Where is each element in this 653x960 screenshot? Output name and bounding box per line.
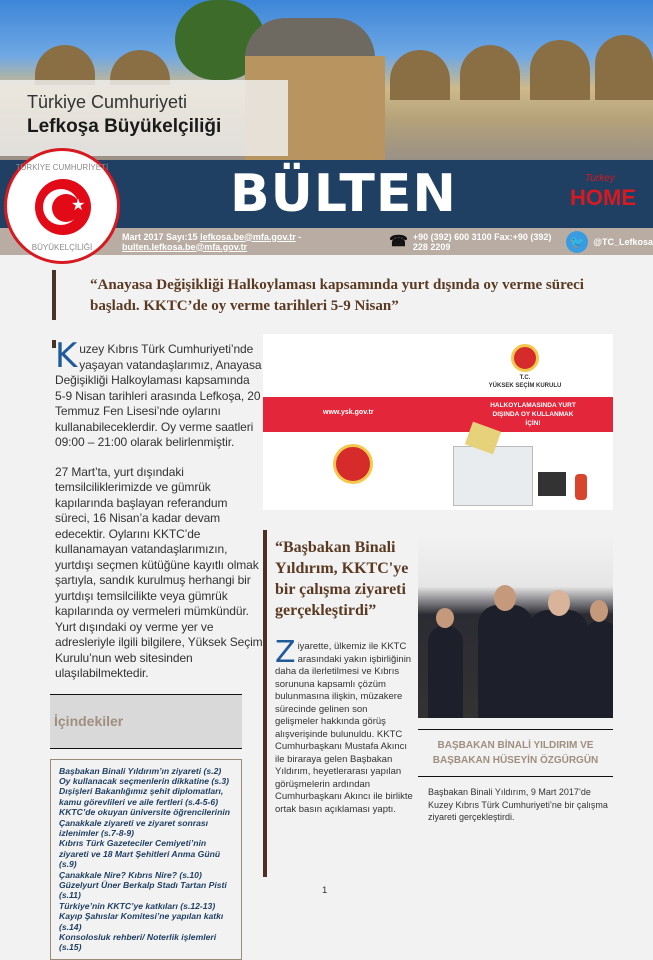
header-photo bbox=[0, 0, 653, 160]
star-icon: ★ bbox=[71, 197, 86, 214]
title-box bbox=[0, 80, 288, 156]
arch bbox=[35, 45, 95, 85]
toc-item[interactable]: Çanakkale Nire? Kıbrıs Nire? (s.10) bbox=[59, 869, 202, 880]
headline-quote: “Başbakan Binali Yıldırım, KKTC'ye bir çalışma ziyareti gerçekleştirdi” bbox=[275, 539, 409, 619]
stamp-pad bbox=[538, 472, 566, 496]
arch bbox=[390, 50, 450, 100]
toc-item[interactable]: Türkiye’nin KKTC’ye katkıları (s.12-13) bbox=[59, 900, 216, 911]
article-referendum bbox=[55, 336, 263, 682]
photo-caption-block bbox=[418, 729, 613, 824]
seal-bottom-text: BÜYÜKELÇİLİĞİ bbox=[31, 243, 93, 252]
contact-row bbox=[122, 228, 653, 255]
arch bbox=[595, 35, 653, 100]
turkey-home-logo-script: Turkey bbox=[585, 173, 615, 184]
drop-cap: K bbox=[55, 336, 78, 376]
middle-column bbox=[275, 537, 413, 816]
stamp bbox=[575, 474, 587, 500]
email-link[interactable]: lefkosa.be@mfa.gov.tr bbox=[200, 231, 296, 242]
issue-label: Mart 2017 Sayı:15 bbox=[122, 231, 198, 242]
toc-item[interactable]: Kayıp Şahıslar Komitesi’ne yapılan katkı (s.14) bbox=[59, 911, 224, 932]
article-visit bbox=[275, 635, 413, 816]
toc-item[interactable]: Başbakan Binali Yıldırım’ın ziyareti (s.2) bbox=[59, 765, 222, 776]
separator: - bbox=[298, 231, 302, 242]
photo-caption: Başbakan Binali Yıldırım, 9 Mart 2017’de Kuzey Kıbrıs Türk Cumhuriyeti’ne bir çalışma ziyareti gerçekleştirdi. bbox=[428, 787, 608, 822]
toc-item[interactable]: Konsolosluk rehberi/ Noterlik işlemleri (s.15) bbox=[59, 932, 217, 953]
title-line-2: Lefkoşa Büyükelçiliği bbox=[27, 116, 222, 137]
masthead-title: BÜLTEN bbox=[230, 164, 457, 224]
visit-photo bbox=[418, 530, 613, 718]
twitter-icon[interactable]: 🐦 bbox=[566, 231, 588, 253]
ysk-banner bbox=[263, 397, 613, 432]
table-of-contents bbox=[50, 759, 242, 960]
photo-caption-title: BAŞBAKAN BİNALİ YILDIRIM VE BAŞBAKAN HÜSEYİN ÖZGÜRGÜN bbox=[418, 729, 613, 777]
ysk-poster bbox=[263, 334, 613, 510]
arch bbox=[460, 45, 520, 100]
ballot-box bbox=[453, 446, 533, 506]
ysk-tc: T.C. bbox=[519, 375, 531, 381]
ysk-name: YÜKSEK SEÇİM KURULU bbox=[488, 383, 562, 389]
flag-emblem bbox=[35, 179, 91, 235]
headline-quote: “Anayasa Değişikliği Halkoylaması kapsamında yurt dışında oy verme süreci başladı. KKTC’de oy verme tarihleri 5-9 Nisan” bbox=[90, 277, 584, 314]
title-line-1: Türkiye Cumhuriyeti bbox=[27, 92, 188, 112]
drop-cap: Z bbox=[275, 635, 296, 670]
paragraph: uzey Kıbrıs Türk Cumhuriyeti’nde yaşayan vatandaşlarımız, Anayasa Değişikliği Halkoylaması kapsamında 5-9 Nisan tarihleri arasında Lefkoşa, 20 Temmuz Fen Lisesi’nde oylarını kullanabileceklerdir. Oy verme saatleri 09:00 – 21:00 olarak belirlenmiştir. bbox=[55, 342, 262, 449]
ysk-emblem bbox=[333, 444, 373, 484]
bulletin-email-link[interactable]: bulten.lefkosa.be@mfa.gov.tr bbox=[122, 241, 248, 252]
embassy-seal bbox=[4, 148, 120, 264]
toc-item[interactable]: Dışişleri Bakanlığımız şehit diplomatları, kamu görevlileri ve aile fertleri (s.4-5-6) bbox=[59, 786, 224, 807]
left-column bbox=[50, 336, 263, 960]
twitter-handle[interactable]: @TC_Lefkosa bbox=[593, 236, 653, 247]
toc-heading: İçindekiler bbox=[50, 694, 242, 749]
ysk-banner-text: HALKOYLAMASINDA YURT DIŞINDA OY KULLANMAK İÇİN! bbox=[490, 402, 576, 427]
ysk-url: www.ysk.gov.tr bbox=[323, 409, 374, 416]
arch bbox=[530, 40, 590, 100]
ysk-emblem bbox=[511, 344, 539, 372]
paragraph: 27 Mart’ta, yurt dışındaki temsilciliklerimizde ve gümrük kapılarında başlayan referandum süreci, 16 Nisan’a kadar devam edecektir. Oylarını KKTC’de kullanamayan vatandaşlarımızın, yurtdışı seçmen kütüğüne kayıtlı olmak şartıyla, sandık kurulmuş herhangi bir yurtdışı temsilcilikte veya gümrük kapılarında oy vermeleri mümkündür. Yurt dışındaki oy verme yer ve adresleriyle ilgili bilgilere, Yüksek Seçim Kurulu’nun web sitesinden ulaşılabilmektedir. bbox=[55, 464, 263, 680]
phone-fax: +90 (392) 600 3100 Fax:+90 (392) 228 2209 bbox=[412, 231, 552, 252]
turkey-home-logo: HOME bbox=[570, 185, 636, 210]
seal-top-text: TÜRKİYE CUMHURİYETİ bbox=[15, 163, 109, 172]
ysk-title bbox=[463, 374, 587, 390]
toc-item[interactable]: KKTC’de okuyan üniversite öğrencilerinin Çanakkale ziyareti ve ziyaret sonrası izlenimler (s.7-8-9) bbox=[59, 807, 230, 838]
phone-icon: ☎ bbox=[389, 233, 408, 250]
page-number: 1 bbox=[322, 885, 328, 896]
issue-info bbox=[122, 232, 384, 252]
toc-item[interactable]: Oy kullanacak seçmenlerin dikkatine (s.3) bbox=[59, 775, 230, 786]
quote-bar bbox=[263, 530, 267, 877]
toc-item[interactable]: Güzelyurt Üner Berkalp Stadı Tartan Pisti (s.11) bbox=[59, 879, 227, 901]
paragraph: iyarette, ülkemiz ile KKTC arasındaki yakın işbirliğinin daha da ilerletilmesi ve Kıbrıs sorununa kapsamlı çözüm bulunmasına ilişkin, müzakere sürecinde gelinen son gelişmeler hakkında görüş alışverişinde bulunuldu. KKTC Cumhurbaşkanı Mustafa Akıncı ile biraraya gelen Başbakan Yıldırım, heyetlerarası yapılan görüşmelerin ardından Cumhurbaşkanı Akıncı ile birlikte ortak basın açıklaması yaptı. bbox=[275, 641, 413, 815]
dome bbox=[245, 18, 375, 58]
toc-item[interactable]: Kıbrıs Türk Gazeteciler Cemiyeti’nin ziyareti ve 18 Mart Şehitleri Anma Günü (s.9) bbox=[59, 838, 221, 870]
quote-bar bbox=[52, 270, 56, 320]
